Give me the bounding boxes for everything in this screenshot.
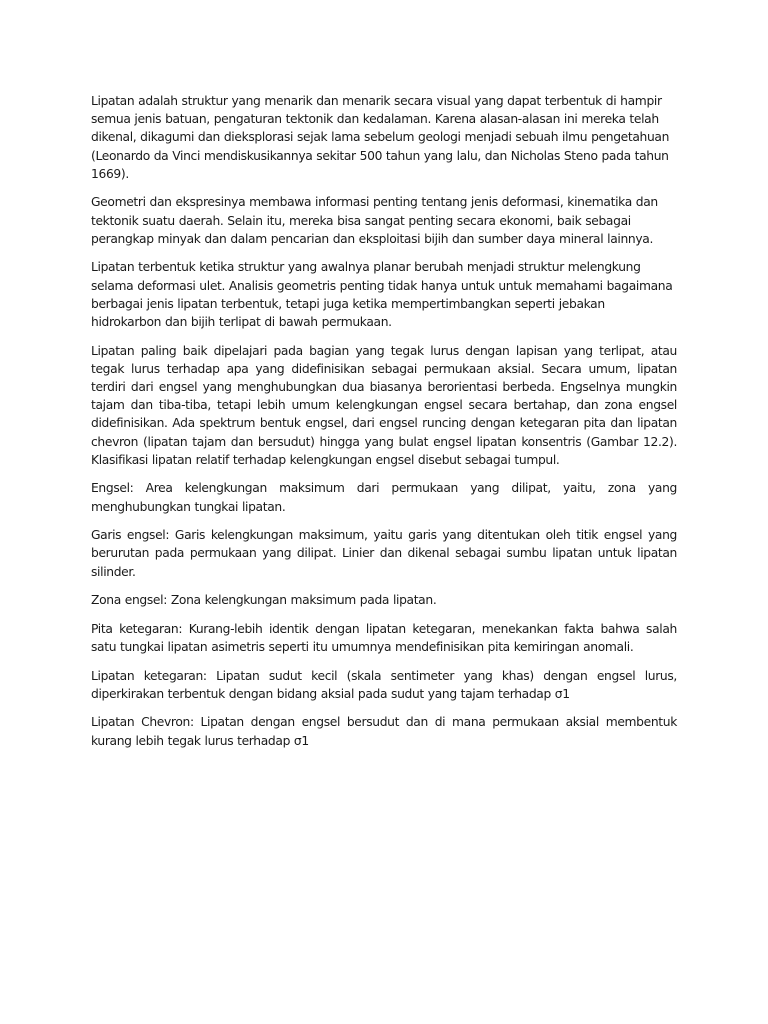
paragraph-geometry: Geometri dan ekspresinya membawa informasi penting tentang jenis deformasi, kinematika dan tektonik suatu daerah. Selain itu, mereka bisa sangat penting secara ekonomi, baik sebagai perangkap minyak dan dalam pencarian dan eksploitasi bijih dan sumber daya mineral lainnya. xyxy=(91,195,658,246)
paragraph-intro: Lipatan adalah struktur yang menarik dan menarik secara visual yang dapat terbentuk di hampir semua jenis batuan, pengaturan tektonik dan kedalaman. Karena alasan-alasan ini mereka telah dikenal, dikagumi dan dieksplorasi sejak lama sebelum geologi menjadi sebuah ilmu pengetahuan (Leonardo da Vinci mendiskusikannya sekitar 500 tahun yang lalu, dan Nicholas Steno pada tahun 1669). xyxy=(91,94,670,181)
definition-lipatan-chevron: Lipatan Chevron: Lipatan dengan engsel bersudut dan di mana permukaan aksial membentuk kurang lebih tegak lurus terhadap σ1 xyxy=(91,715,677,748)
definition-lipatan-ketegaran: Lipatan ketegaran: Lipatan sudut kecil (skala sentimeter yang khas) dengan engsel lurus, diperkirakan terbentuk dengan bidang aksial pada sudut yang tajam terhadap σ1 xyxy=(91,668,677,701)
definition-pita-ketegaran: Pita ketegaran: Kurang-lebih identik dengan lipatan ketegaran, menekankan fakta bahwa salah satu tungkai lipatan asimetris seperti itu umumnya mendefinisikan pita kemiringan anomali. xyxy=(91,621,677,655)
definition-garis-engsel: Garis engsel: Garis kelengkungan maksimum, yaitu garis yang ditentukan oleh titik engsel yang berurutan pada permukaan yang dilipat. Linier dan dikenal sebagai sumbu lipatan untuk lipatan silinder. xyxy=(91,528,677,579)
document-body xyxy=(91,92,677,760)
paragraph-study: Lipatan paling baik dipelajari pada bagian yang tegak lurus dengan lapisan yang terlipat, atau tegak lurus terhadap apa yang didefinisikan sebagai permukaan aksial. Secara umum, lipatan terdiri dari engsel yang menghubungkan dua biasanya berorientasi berbeda. Engselnya mungkin tajam dan tiba-tiba, tetapi lebih umum kelengkungan engsel secara bertahap, dan zona engsel didefinisikan. Ada spektrum bentuk engsel, dari engsel runcing dengan ketegaran pita dan lipatan chevron (lipatan tajam dan bersudut) hingga yang bulat engsel lipatan konsentris (Gambar 12.2). Klasifikasi lipatan relatif terhadap kelengkungan engsel disebut sebagai tumpul. xyxy=(91,343,677,467)
definition-engsel: Engsel: Area kelengkungan maksimum dari permukaan yang dilipat, yaitu, zona yang menghubungkan tungkai lipatan. xyxy=(91,481,677,514)
definition-zona-engsel: Zona engsel: Zona kelengkungan maksimum pada lipatan. xyxy=(91,593,437,608)
paragraph-formation: Lipatan terbentuk ketika struktur yang awalnya planar berubah menjadi struktur melengkung selama deformasi ulet. Analisis geometris penting tidak hanya untuk untuk memahami bagaimana berbagai jenis lipatan terbentuk, tetapi juga ketika mempertimbangkan seperti jebakan hidrokarbon dan bijih terlipat di bawah permukaan. xyxy=(91,260,673,330)
